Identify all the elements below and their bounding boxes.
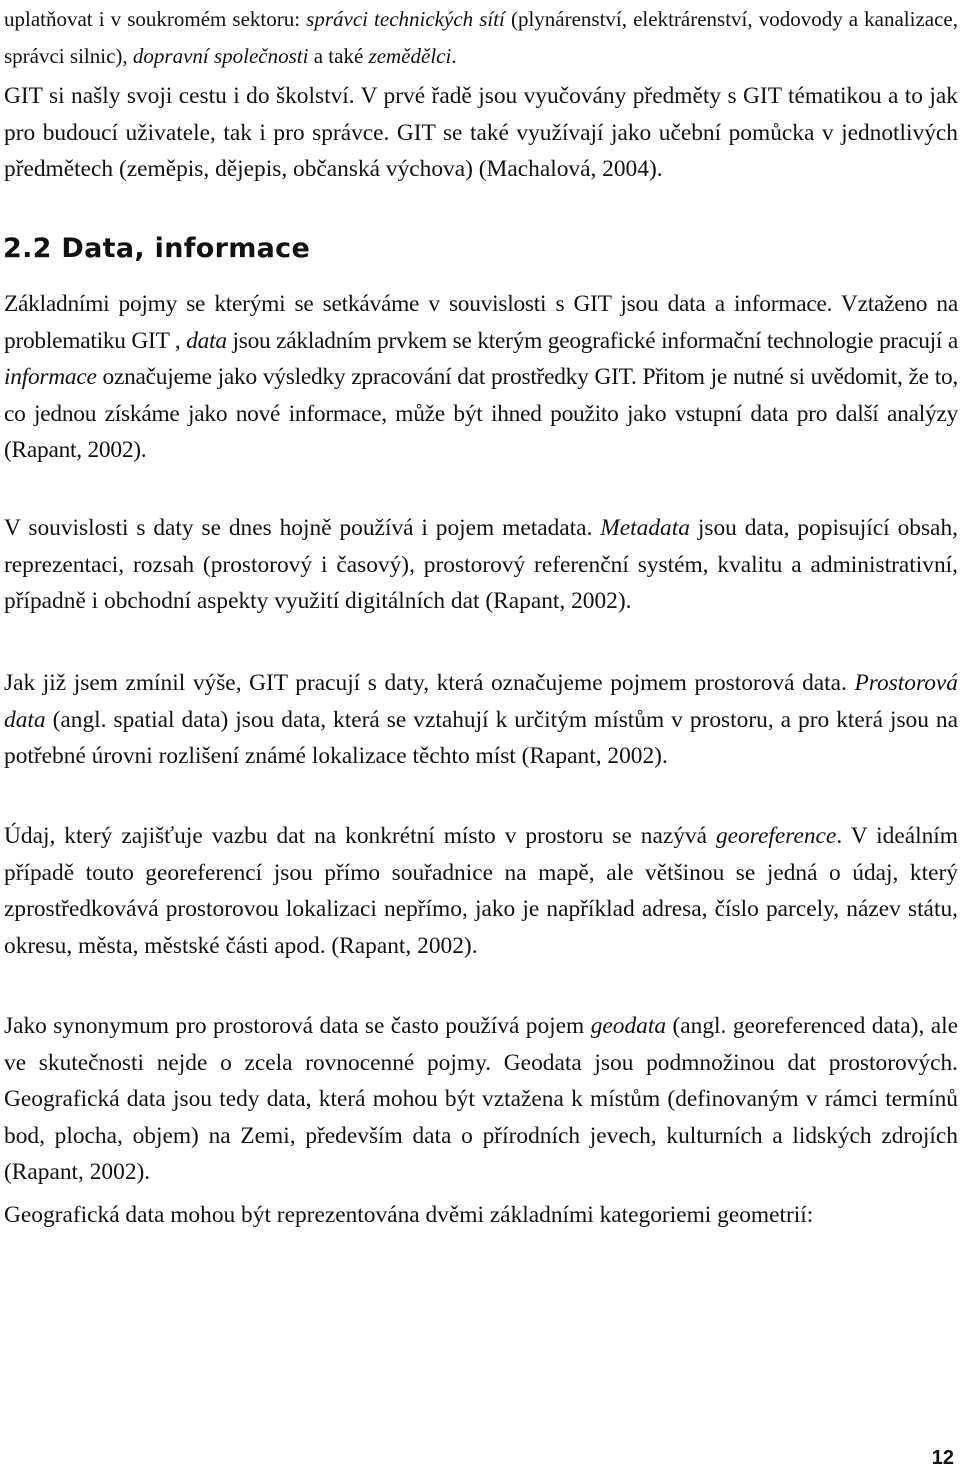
page-number: 12 <box>931 1447 954 1469</box>
text-run: uplatňovat i v soukromém sektoru: <box>4 7 307 31</box>
paragraph-georeference <box>4 818 958 964</box>
paragraph-geodata <box>4 1008 958 1191</box>
text-run: . <box>451 43 457 68</box>
text-run: (plynárenství, elektrárenství, vodovody a kanalizace, správci silnic), <box>4 7 958 68</box>
text-run: označujeme jako výsledky zpracování dat prostředky GIT. Přitom je nutné si uvědomit, že to, co jednou získáme jako nové informace, může být ihned použito jako vstupní data pro další analýzy (Rapant, 2002). <box>4 364 958 463</box>
text-run: (angl. georeferenced data), ale ve skutečnosti nejde o zcela rovnocenné pojmy. Geodata jsou podmnožinou dat prostorových. Geografická data jsou tedy data, která mohou být vztažena k místům (definovaným v rámci termínů bod, plocha, objem) na Zemi, především data o přírodních jevech, kulturních a lidských zdrojích (Rapant, 2002). <box>4 1013 958 1185</box>
text-run: . V ideálním případě touto georeferencí jsou přímo souřadnice na mapě, ale většinou se jedná o údaj, který zprostředkovává prostorovou lokalizaci nepřímo, jako je například adresa, číslo parcely, název státu, okresu, města, městské části apod. (Rapant, 2002). <box>4 823 958 959</box>
paragraph-metadata <box>4 510 958 620</box>
text-run: Jak již jsem zmínil výše, GIT pracují s daty, která označujeme pojmem prostorová data. <box>4 670 855 696</box>
text-run: V souvislosti s daty se dnes hojně používá i pojem metadata. <box>4 515 601 541</box>
paragraph-git-education: GIT si našly svoji cestu i do školství. V prvé řadě jsou vyučovány předměty s GIT tématikou a to jak pro budoucí uživatele, tak i pro správce. GIT se také využívají jako učební pomůcka v jednotlivých předmětech (zeměpis, dějepis, občanská výchova) (Machalová, 2004). <box>4 83 958 182</box>
paragraph-git-sectors <box>4 1 958 74</box>
text-run: Jako synonymum pro prostorová data se často používá pojem <box>4 1013 591 1039</box>
emphasis-term: georeference <box>715 823 837 849</box>
emphasis-term: správci technických sítí <box>306 7 505 31</box>
emphasis-term: zemědělci <box>368 43 452 68</box>
section-heading: 2.2 Data, informace <box>3 233 311 264</box>
emphasis-term: Prostorová data <box>4 670 958 733</box>
text-run: Údaj, který zajišťuje vazbu dat na konkrétní místo v prostoru se nazývá <box>4 823 716 849</box>
emphasis-term: informace <box>4 364 97 390</box>
paragraph-spatial-data <box>4 665 958 775</box>
emphasis-term: dopravní společnosti <box>132 43 309 68</box>
text-run: (angl. spatial data) jsou data, která se vztahují k určitým místům v prostoru, a pro která jsou na potřebné úrovni rozlišení známé lokalizace těchto míst (Rapant, 2002). <box>4 706 958 769</box>
paragraph-data-information <box>4 286 958 469</box>
text-run: jsou data, popisující obsah, reprezentaci, rozsah (prostorový i časový), prostorový referenční systém, kvalitu a administrativní, případně i obchodní aspekty využití digitálních dat (Rapant, 2002). <box>4 515 958 614</box>
emphasis-term: data <box>186 327 227 354</box>
emphasis-term: geodata <box>590 1013 667 1039</box>
text-run: jsou základním prvkem se kterým geografické informační technologie pracují a <box>226 327 958 354</box>
paragraph-geometry-categories: Geografická data mohou být reprezentována dvěmi základními kategoriemi geometrií: <box>4 1202 814 1228</box>
emphasis-term: Metadata <box>600 515 690 541</box>
text-run: a také <box>308 43 369 68</box>
text-run: Základními pojmy se kterými se setkáváme v souvislosti s GIT jsou data a informace. Vztaženo na problematiku GIT , <box>4 291 958 354</box>
